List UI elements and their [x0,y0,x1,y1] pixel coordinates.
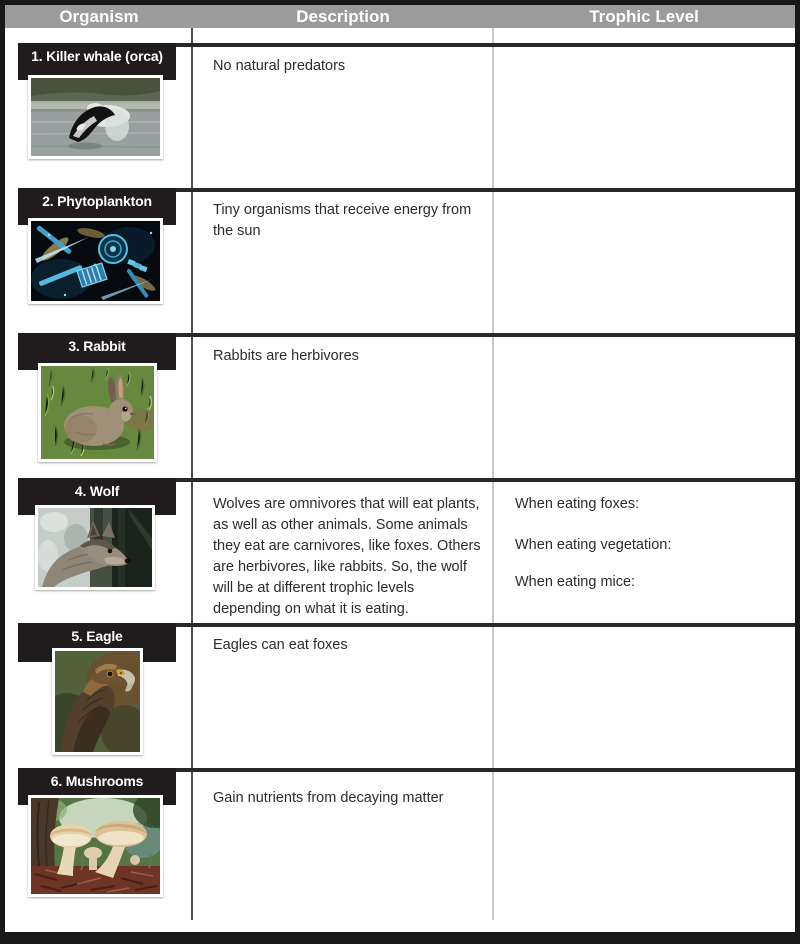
description-eagle: Eagles can eat foxes [213,637,348,653]
column-header-organism: Organism [59,7,139,26]
organism-label-text: 6. Mushrooms [50,773,144,789]
column-divider-organism-description [191,28,193,920]
organism-label-text: 2. Phytoplankton [42,193,152,209]
organism-label-text: 5. Eagle [71,628,123,644]
description-mushrooms: Gain nutrients from decaying matter [213,790,444,806]
organism-label-text: 3. Rabbit [68,338,126,354]
column-divider-description-trophic [492,28,494,920]
organism-label-text: 4. Wolf [74,483,120,499]
column-header-description: Description [296,7,390,26]
rabbit-photo [38,363,157,462]
mushrooms-photo [28,795,163,897]
phytoplankton-photo [28,218,163,304]
eagle-photo [52,648,143,755]
description-wolf: Wolves are omnivores that will eat plants, as well as other animals. Some animals they eat are carnivores, like foxes. Others are herbivores, like rabbits. So, the wolf will be at different trophic levels depending on what it is eating. [213,496,481,617]
organism-label-text: 1. Killer whale (orca) [31,48,163,64]
column-header-trophic-level: Trophic Level [589,7,699,26]
description-killer-whale: No natural predators [213,58,346,74]
description-rabbit: Rabbits are herbivores [213,348,359,364]
trophic-note-vegetation: When eating vegetation: [515,537,672,553]
table-header [5,5,795,28]
wolf-photo [35,505,155,590]
description-phytoplankton: Tiny organisms that receive energy from the sun [213,202,472,239]
trophic-note-mice: When eating mice: [515,574,636,590]
killer-whale-photo [28,75,163,159]
trophic-note-foxes: When eating foxes: [515,496,640,512]
